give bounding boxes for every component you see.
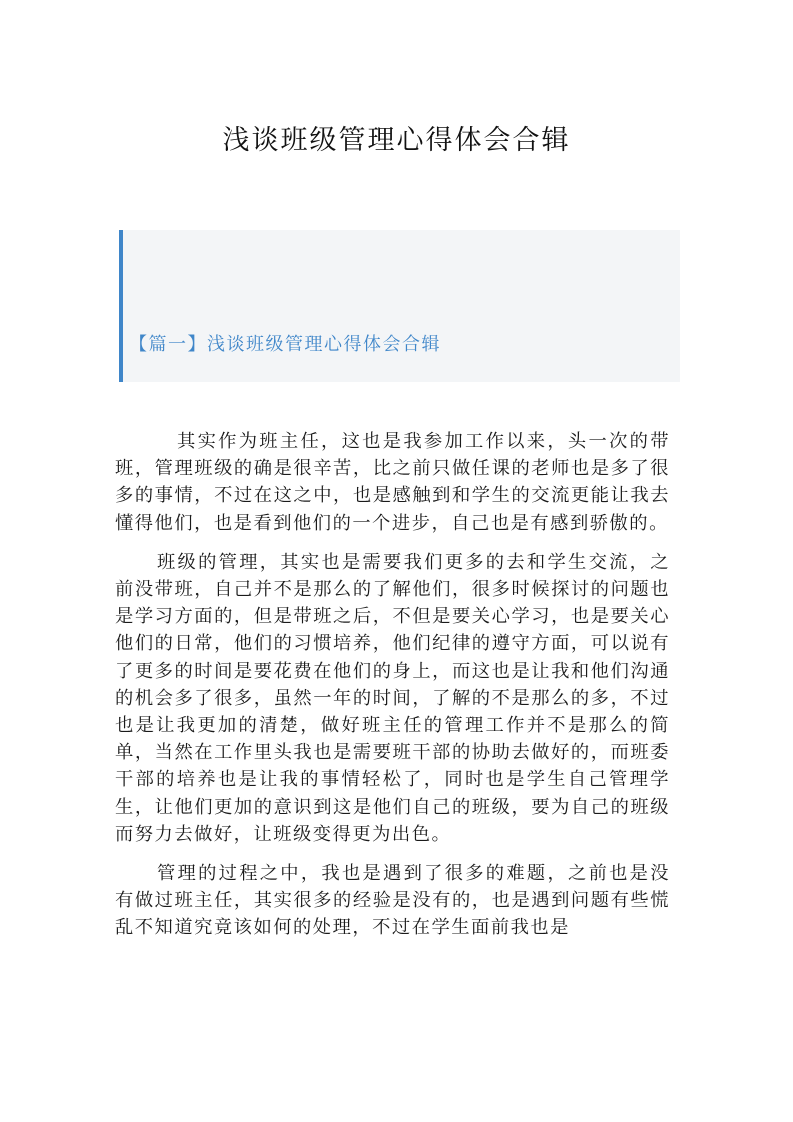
- section-heading: 【篇一】浅谈班级管理心得体会合辑: [129, 334, 441, 355]
- body-text: [115, 428, 670, 954]
- section-heading-box: [119, 230, 680, 382]
- paragraph-2: 班级的管理，其实也是需要我们更多的去和学生交流，之前没带班，自己并不是那么的了解他们，很多时候探讨的问题也是学习方面的，但是带班之后，不但是要关心学习，也是要关心他们的日常，他们的习惯培养，他们纪律的遵守方面，可以说有了更多的时间是要花费在他们的身上，而这也是让我和他们沟通的机会多了很多，虽然一年的时间，了解的不是那么的多，不过也是让我更加的清楚，做好班主任的管理工作并不是那么的简单，当然在工作里头我也是需要班干部的协助去做好的，而班委干部的培养也是让我的事情轻松了，同时也是学生自己管理学生，让他们更加的意识到这是他们自己的班级，要为自己的班级而努力去做好，让班级变得更为出色。: [115, 551, 670, 845]
- document-title: 浅谈班级管理心得体会合辑: [222, 125, 571, 156]
- paragraph-3: 管理的过程之中，我也是遇到了很多的难题，之前也是没有做过班主任，其实很多的经验是没有的，也是遇到问题有些慌乱不知道究竟该如何的处理，不过在学生面前我也是: [115, 863, 670, 939]
- paragraph-1: 其实作为班主任，这也是我参加工作以来，头一次的带班，管理班级的确是很辛苦，比之前只做任课的老师也是多了很多的事情，不过在这之中，也是感触到和学生的交流更能让我去懂得他们，也是看到他们的一个进步，自己也是有感到骄傲的。: [115, 431, 670, 534]
